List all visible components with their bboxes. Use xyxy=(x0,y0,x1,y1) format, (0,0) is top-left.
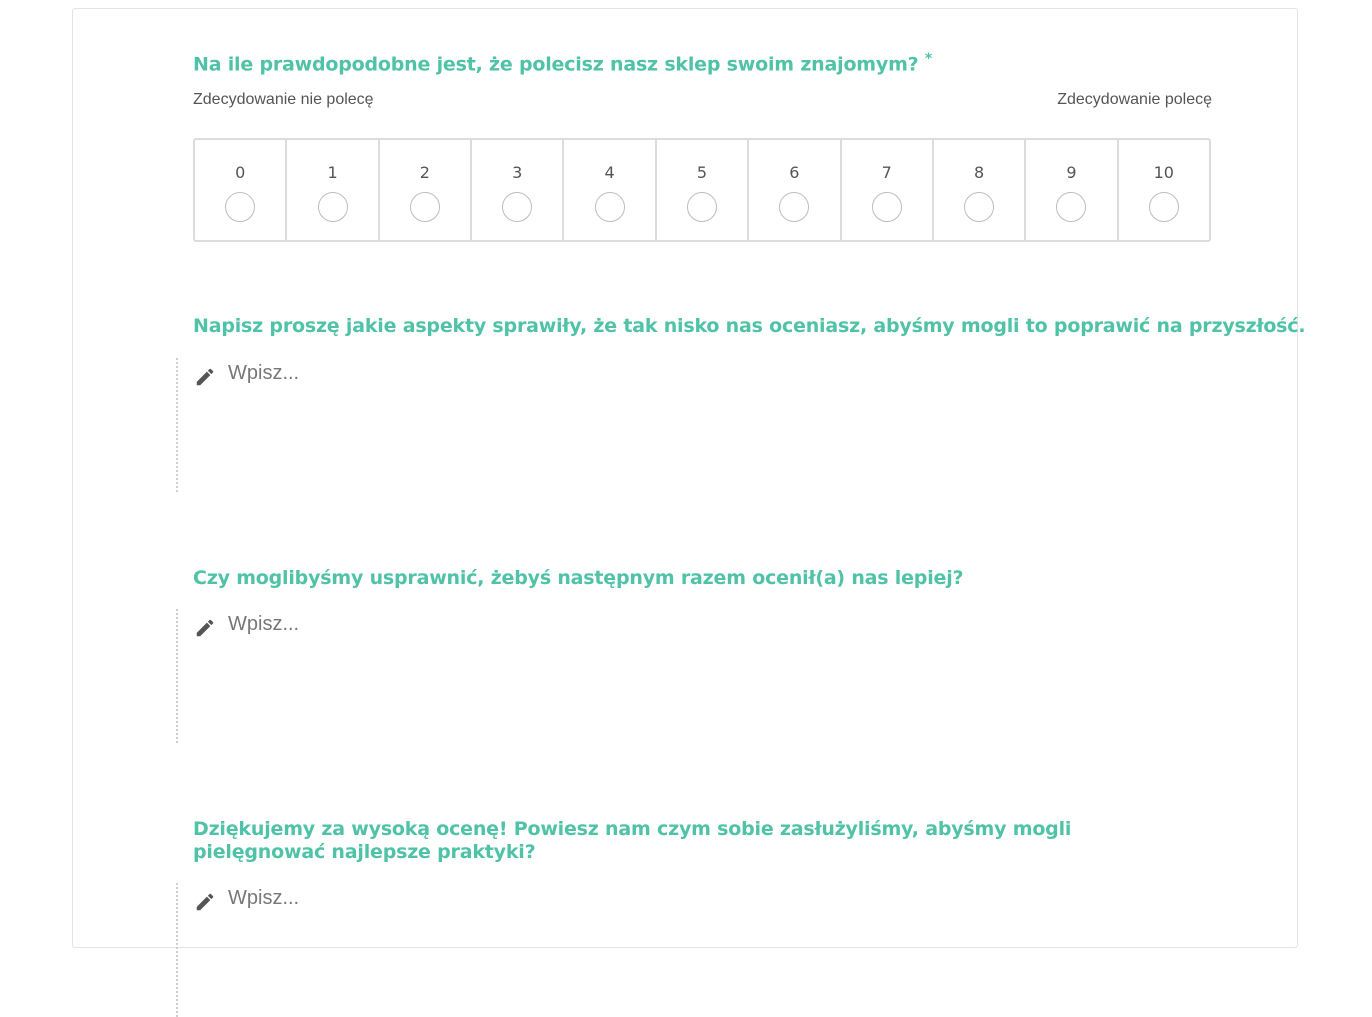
nps-option-1[interactable] xyxy=(287,140,379,240)
nps-option-label: 8 xyxy=(973,163,985,182)
nps-option-8[interactable] xyxy=(934,140,1026,240)
required-marker: * xyxy=(924,51,933,67)
nps-option-radio[interactable] xyxy=(964,192,994,222)
nps-option-10[interactable] xyxy=(1119,140,1209,240)
nps-option-radio[interactable] xyxy=(410,192,440,222)
mid-score-answer xyxy=(176,609,1214,743)
scale-high-label: Zdecydowanie polecę xyxy=(1057,91,1212,108)
nps-option-3[interactable] xyxy=(472,140,564,240)
nps-option-7[interactable] xyxy=(842,140,934,240)
mid-score-question-title: Czy moglibyśmy usprawnić, żebyś następnym razem ocenił(a) nas lepiej? xyxy=(193,567,964,589)
nps-option-label: 1 xyxy=(327,163,338,182)
mid-score-answer-input[interactable] xyxy=(228,609,1188,733)
nps-option-9[interactable] xyxy=(1026,140,1118,240)
nps-option-radio[interactable] xyxy=(595,192,625,222)
nps-option-radio[interactable] xyxy=(502,192,532,222)
nps-option-radio[interactable] xyxy=(1056,192,1086,222)
nps-option-2[interactable] xyxy=(380,140,472,240)
nps-question-title xyxy=(193,48,932,76)
nps-option-radio[interactable] xyxy=(225,192,255,222)
nps-option-4[interactable] xyxy=(564,140,656,240)
nps-option-label: 10 xyxy=(1153,163,1174,182)
nps-scale xyxy=(193,138,1211,242)
nps-option-radio[interactable] xyxy=(872,192,902,222)
nps-option-label: 3 xyxy=(512,163,523,182)
high-score-answer-input[interactable] xyxy=(228,883,1188,1007)
low-score-answer xyxy=(176,358,1214,492)
low-score-answer-input[interactable] xyxy=(228,358,1188,482)
nps-option-6[interactable] xyxy=(749,140,841,240)
pencil-icon xyxy=(194,617,216,639)
pencil-icon xyxy=(194,891,216,913)
nps-option-0[interactable] xyxy=(195,140,287,240)
nps-option-radio[interactable] xyxy=(318,192,348,222)
scale-low-label: Zdecydowanie nie polecę xyxy=(193,91,374,108)
nps-question-text: Na ile prawdopodobne jest, że polecisz nasz sklep swoim znajomym? xyxy=(193,53,919,76)
nps-option-label: 4 xyxy=(604,163,615,182)
pencil-icon xyxy=(194,366,216,388)
nps-option-5[interactable] xyxy=(657,140,749,240)
nps-option-label: 5 xyxy=(696,163,708,182)
nps-option-radio[interactable] xyxy=(779,192,809,222)
nps-option-label: 9 xyxy=(1066,163,1077,182)
nps-option-label: 7 xyxy=(881,163,892,182)
nps-option-label: 6 xyxy=(789,163,800,182)
nps-option-radio[interactable] xyxy=(687,192,717,222)
nps-option-label: 2 xyxy=(419,163,430,182)
nps-option-radio[interactable] xyxy=(1149,192,1179,222)
high-score-answer xyxy=(176,883,1214,1017)
low-score-question-title: Napisz proszę jakie aspekty sprawiły, że tak nisko nas oceniasz, abyśmy mogli to poprawić na przyszłość. xyxy=(193,315,1306,337)
high-score-question-title: Dziękujemy za wysoką ocenę! Powiesz nam czym sobie zasłużyliśmy, abyśmy mogli pielęgnować najlepsze praktyki? xyxy=(193,818,1072,863)
nps-option-label: 0 xyxy=(235,163,246,182)
